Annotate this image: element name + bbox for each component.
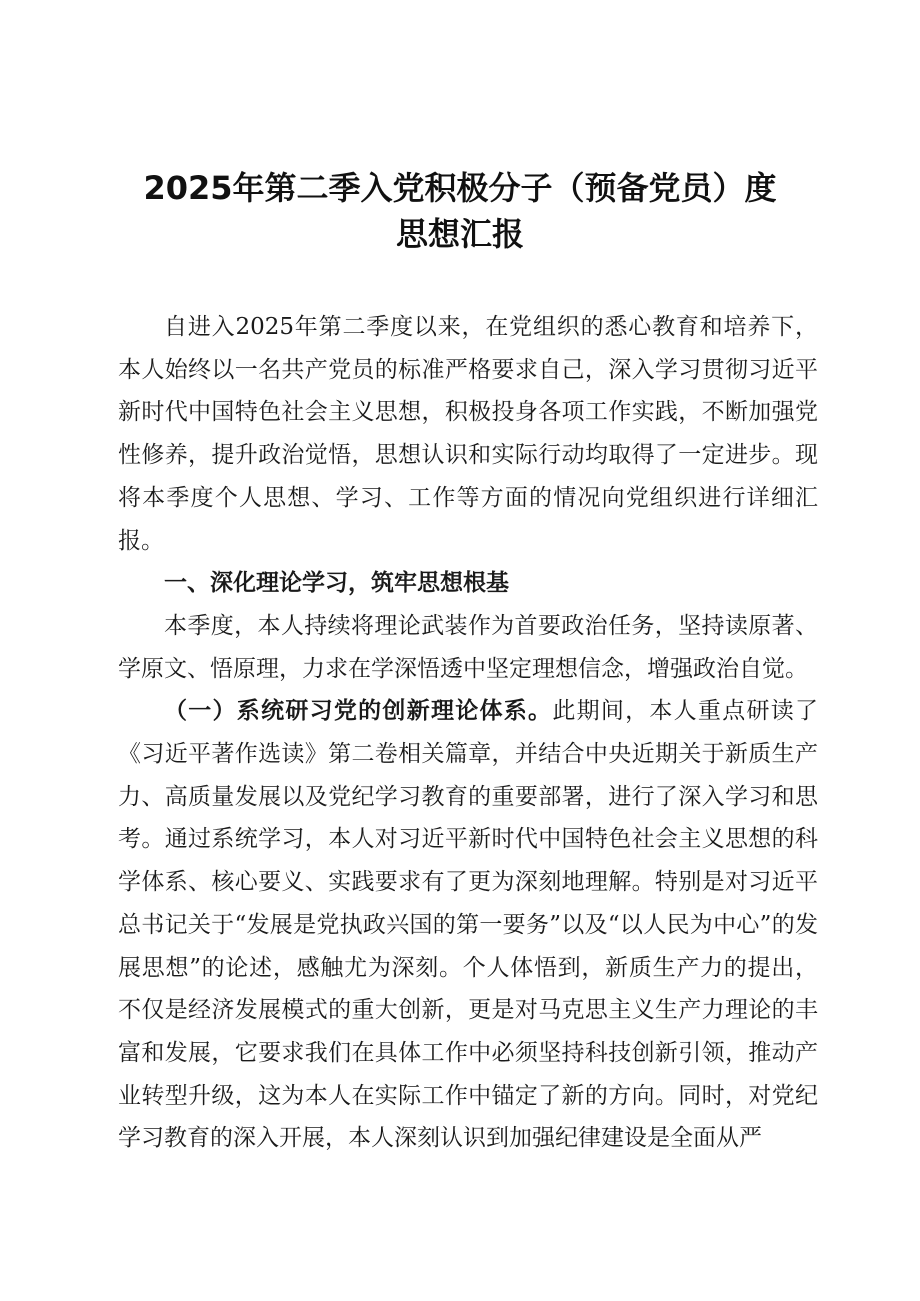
section-heading-1: 一、深化理论学习，筑牢思想根基 bbox=[164, 569, 509, 597]
section-1-intro-paragraph: 本季度，本人持续将理论武装作为首要政治任务，坚持读原著、学原文、悟原理，力求在学深悟透中坚定理想信念，增强政治自觉。 bbox=[118, 612, 818, 682]
subsection-1-lead: （一）系统研习党的创新理论体系。 bbox=[164, 697, 553, 725]
subsection-1-paragraph bbox=[118, 690, 818, 1160]
document-title-line-2: 思想汇报 bbox=[395, 215, 524, 253]
intro-paragraph: 自进入2025年第二季度以来，在党组织的悉心教育和培养下，本人始终以一名共产党员的标准严格要求自己，深入学习贯彻习近平新时代中国特色社会主义思想，积极投身各项工作实践，不断加强党性修养，提升政治觉悟，思想认识和实际行动均取得了一定进步。现将本季度个人思想、学习、工作等方面的情况向党组织进行详细汇报。 bbox=[118, 314, 818, 554]
document-title-line-1: 2025年第二季入党积极分子（预备党员）度 bbox=[143, 169, 777, 207]
document-body bbox=[118, 306, 818, 1160]
subsection-1-text: 此期间，本人重点研读了《习近平著作选读》第二卷相关篇章，并结合中央近期关于新质生产力、高质量发展以及党纪学习教育的重要部署，进行了深入学习和思考。通过系统学习，本人对习近平新时代中国特色社会主义思想的科学体系、核心要义、实践要求有了更为深刻地理解。特别是对习近平总书记关于“发展是党执政兴国的第一要务”以及“以人民为中心”的发展思想”的论述，感触尤为深刻。个人体悟到，新质生产力的提出，不仅是经济发展模式的重大创新，更是对马克思主义生产力理论的丰富和发展，它要求我们在具体工作中必须坚持科技创新引领，推动产业转型升级，这为本人在实际工作中锚定了新的方向。同时，对党纪学习教育的深入开展，本人深刻认识到加强纪律建设是全面从严 bbox=[118, 698, 819, 1152]
